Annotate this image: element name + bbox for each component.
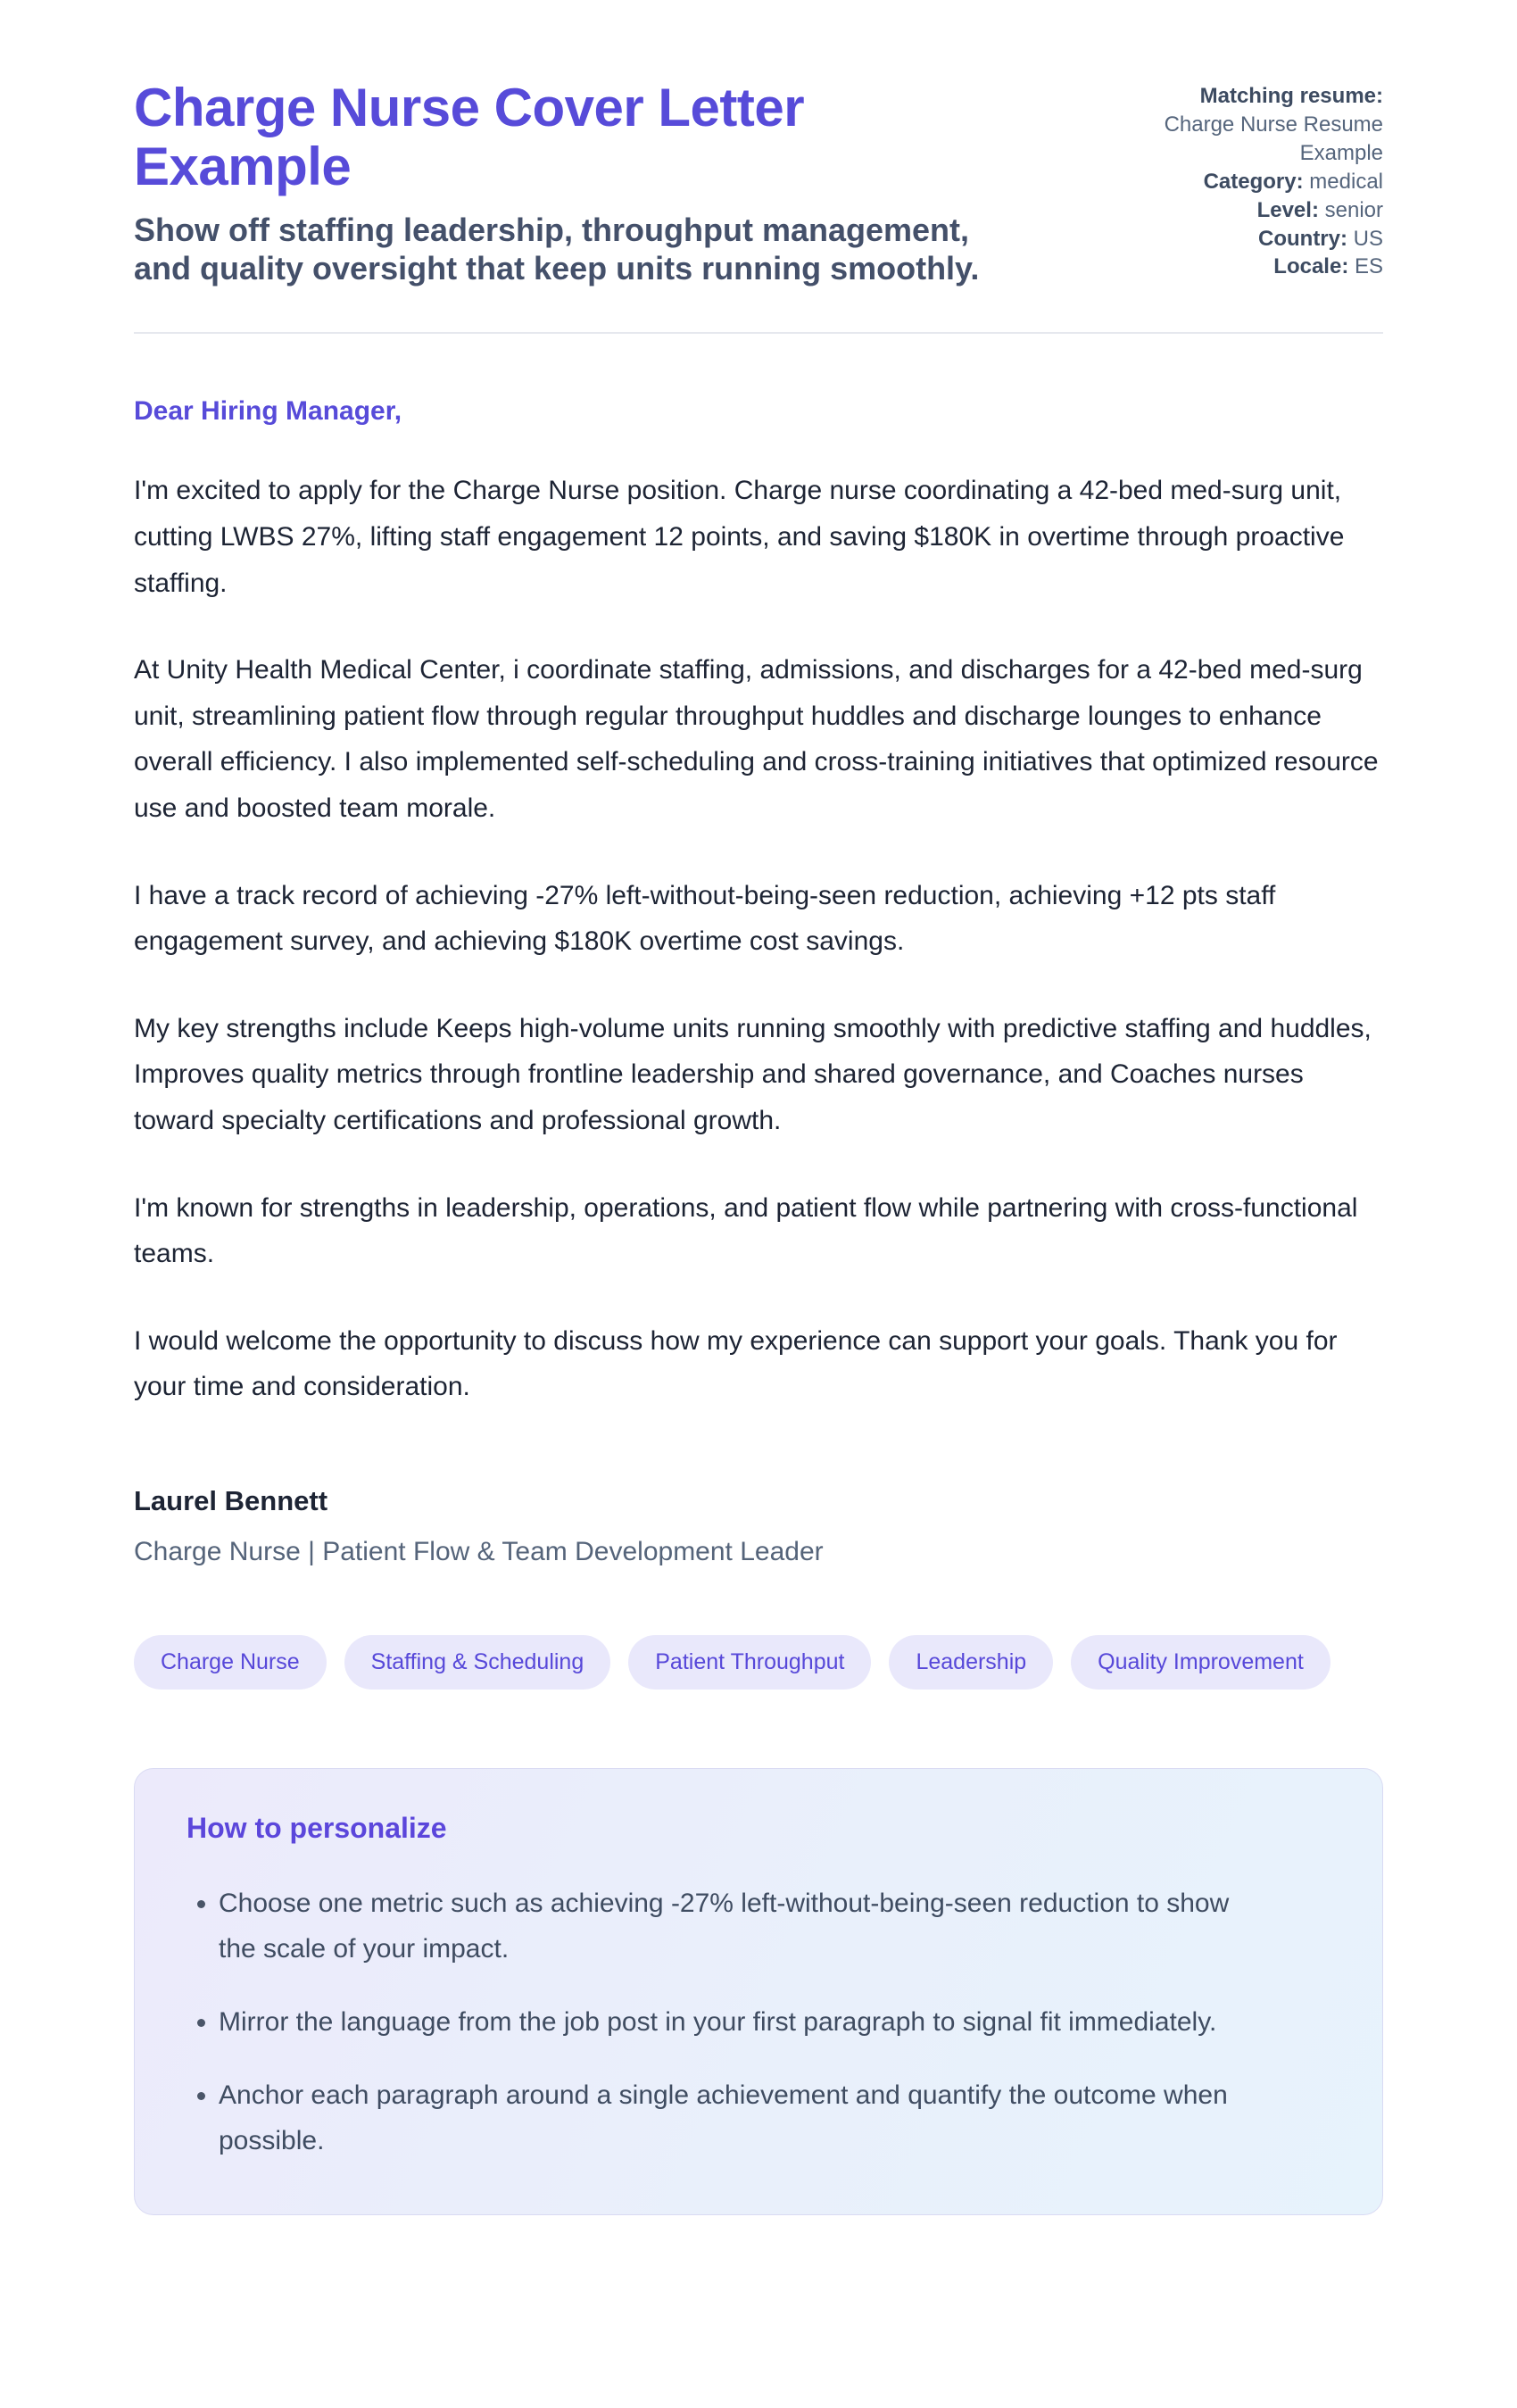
letter-paragraph: I would welcome the opportunity to discuss how my experience can support your goals. Thank you for your time and consideration. (134, 1325, 1338, 1402)
personalize-tip: • Anchor each paragraph around a single achievement and quantify the outcome when possible. (219, 2072, 1330, 2164)
greeting: Dear Hiring Manager, (134, 396, 402, 427)
meta-value: US (1353, 226, 1383, 251)
meta-row (1129, 196, 1383, 225)
letter-body (134, 396, 1383, 2214)
meta-label: Country: (1258, 226, 1347, 251)
tag-pill[interactable]: Leadership (889, 1635, 1053, 1690)
header-divider (134, 332, 1383, 334)
tag-pill[interactable]: Patient Throughput (628, 1635, 871, 1690)
meta-label: Category: (1203, 169, 1304, 194)
meta-value: senior (1324, 197, 1383, 222)
letter-paragraph: I'm excited to apply for the Charge Nurse position. Charge nurse coordinating a 42-bed med-surg unit, cutting LWBS 27%, lifting staff engagement 12 points, and saving $180K in overtime through proactive staffing. (134, 476, 1345, 598)
meta-row (1129, 168, 1383, 196)
letter-paragraphs (134, 468, 1383, 1410)
page-subtitle: Show off staffing leadership, throughput management, and quality oversight that keep units running smoothly. (134, 212, 980, 287)
signature-title: Charge Nurse | Patient Flow & Team Development Leader (134, 1536, 824, 1566)
resume-meta (1129, 79, 1383, 281)
signature-name: Laurel Bennett (134, 1484, 328, 1516)
personalize-tips (187, 1881, 1330, 2164)
meta-row (1129, 253, 1383, 281)
page-title: Charge Nurse Cover Letter Example (134, 78, 805, 196)
personalize-tip: • Mirror the language from the job post in your first paragraph to signal fit immediately. (219, 1999, 1330, 2046)
tag-list (134, 1635, 1383, 1690)
tag-pill[interactable]: Quality Improvement (1071, 1635, 1330, 1690)
meta-row (1129, 225, 1383, 253)
letter-paragraph: I'm known for strengths in leadership, operations, and patient flow while partnering with cross-functional teams. (134, 1192, 1358, 1269)
personalize-heading: How to personalize (187, 1811, 447, 1844)
meta-label: Matching resume: (1199, 84, 1383, 108)
personalize-box (134, 1768, 1383, 2215)
letter-paragraph: I have a track record of achieving -27% left-without-being-seen reduction, achieving +12 pts staff engagement survey, and achieving $180K overtime cost savings. (134, 880, 1276, 957)
tag-pill[interactable]: Charge Nurse (134, 1635, 327, 1690)
meta-row (1129, 82, 1383, 168)
meta-value: Charge Nurse Resume Example (1164, 112, 1383, 165)
header-title-block (134, 79, 1026, 287)
meta-label: Locale: (1273, 254, 1349, 279)
personalize-tip: • Choose one metric such as achieving -27% left-without-being-seen reduction to show the scale of your impact. (219, 1881, 1330, 1972)
meta-value: medical (1309, 169, 1383, 194)
tag-pill[interactable]: Staffing & Scheduling (344, 1635, 611, 1690)
letter-paragraph: My key strengths include Keeps high-volume units running smoothly with predictive staffing and huddles, Improves quality metrics through frontline leadership and shared governance, and Coaches nurses toward specialty certifications and professional growth. (134, 1013, 1372, 1135)
meta-value: ES (1354, 254, 1383, 279)
header (134, 79, 1383, 287)
meta-label: Level: (1256, 197, 1319, 222)
letter-paragraph: At Unity Health Medical Center, i coordinate staffing, admissions, and discharges for a 42-bed med-surg unit, streamlining patient flow through regular throughput huddles and discharge lounges to enhance overall efficiency. I also implemented self-scheduling and cross-training initiatives that optimized resource use and boosted team morale. (134, 655, 1379, 823)
